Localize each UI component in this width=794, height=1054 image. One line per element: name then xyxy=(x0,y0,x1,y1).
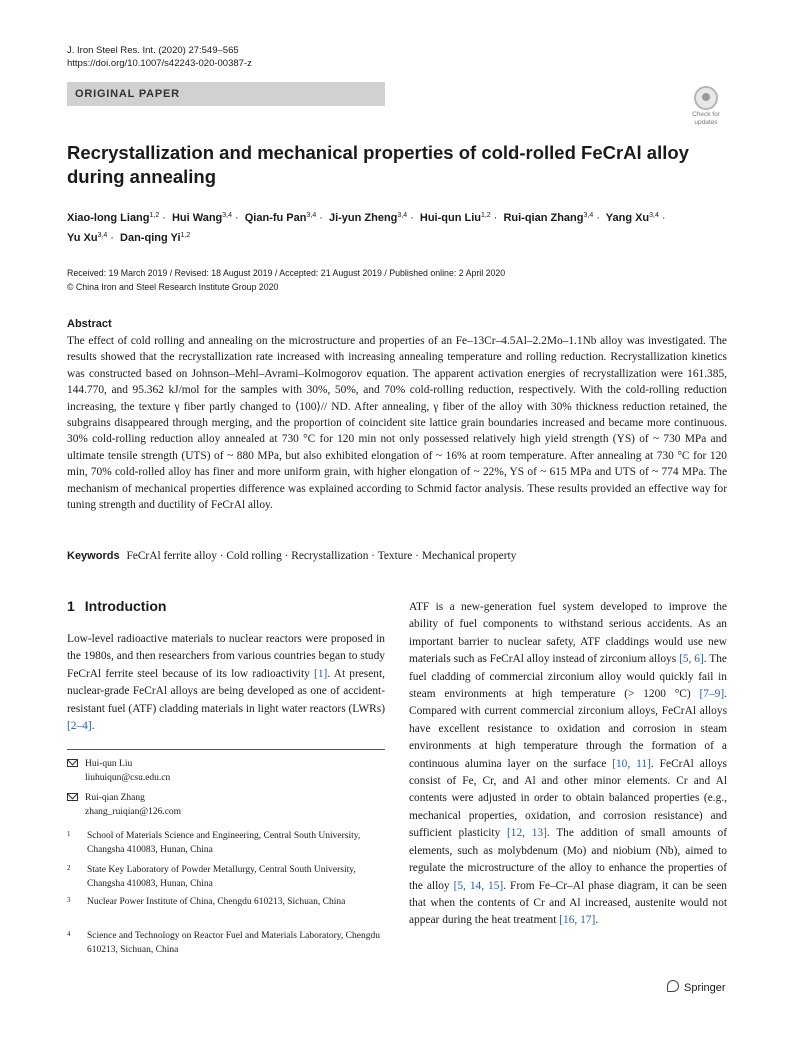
body-text: . Compared with current commercial zirconium alloys, FeCrAl alloys have excellent resistance to oxidation and corrosion in steam environments at high temperature through the formation of a continuous alumina layer on the surface xyxy=(409,688,727,770)
body-text: . From Fe–Cr–Al phase diagram, it can be seen that when the contents of Cr and Al increased, austenite would not appear during the heat treatment xyxy=(409,879,727,927)
contact-name: Hui-qun Liu xyxy=(85,759,133,769)
author-affiliation: 1,2 xyxy=(480,212,491,219)
author-affiliation: 3,4 xyxy=(97,232,108,239)
copyright-line: © China Iron and Steel Research Institute Group 2020 xyxy=(67,282,279,292)
title-line-1: Recrystallization and mechanical properties of cold-rolled FeCrAl alloy xyxy=(67,142,689,163)
author-name[interactable]: Yu Xu xyxy=(67,232,98,244)
keywords-list: FeCrAl ferrite alloy · Cold rolling · Recrystallization · Texture · Mechanical property xyxy=(126,550,517,562)
envelope-icon xyxy=(67,759,78,767)
affiliation-text: State Key Laboratory of Powder Metallurgy, Central South University, Changsha 410083, Hunan, China xyxy=(87,865,356,889)
bookmark-update-icon xyxy=(694,86,718,110)
body-text: Low-level radioactive materials to nuclear reactors were proposed in the 1980s, and then researchers from various countries began to study FeCrAl ferrite steel because of its low radioactivity xyxy=(67,633,385,680)
author-list: Xiao-long Liang$^{1,2}$ · Hui Wang$^{3,4}$ · Qian-fu Pan$^{3,4}$ · Ji-yun Zheng$^{3,4}$ · Hui-qun Liu$^{1,2}$ · Rui-qian Zhang$^{3,4}$ · Yang Xu$^{3,4}$ · Yu Xu$^{3,4}$ · Dan-qing Yi$^{1,2}$ xyxy=(67,212,666,244)
article-type-banner: ORIGINAL PAPER xyxy=(67,82,385,106)
corresponding-author xyxy=(67,758,385,785)
affiliation-number: 1 xyxy=(67,830,71,838)
publisher-name: Springer xyxy=(684,982,726,994)
affiliation xyxy=(67,930,385,957)
contact-email[interactable]: liuhuiqun@csu.edu.cn xyxy=(85,772,171,783)
section-heading xyxy=(67,598,176,614)
affiliation-text: School of Materials Science and Engineering, Central South University, Changsha 410083, Hunan, China xyxy=(87,831,361,855)
body-text: . FeCrAl alloys consist of Fe, Cr, and Al and other minor elements. Cr and Al contents were adjusted in order to obtain balanced properties (e.g., mechanical properties, oxidation, and corrosion resistance) and sufficient plasticity xyxy=(409,757,727,840)
affiliation-text: Science and Technology on Reactor Fuel and Materials Laboratory, Chengdu 610213, Sichuan, China xyxy=(87,931,380,955)
author-affiliation: 3,4 xyxy=(306,212,317,219)
doi-link[interactable]: https://doi.org/10.1007/s42243-020-00387-z xyxy=(67,58,252,69)
citation-link[interactable]: [7–9] xyxy=(699,688,725,701)
contact-email[interactable]: zhang_ruiqian@126.com xyxy=(85,806,182,817)
badge-line-1: Check for xyxy=(692,111,720,118)
citation-link[interactable]: [2–4] xyxy=(67,720,92,733)
abstract-text: The effect of cold rolling and annealing on the microstructure and properties of an Fe–13Cr–4.5Al–2.2Mo–1.1Nb alloy was investigated. The results showed that the recrystallization rate increased with increasing annealing temperature and rolling reduction. Recrystallization kinetics was constructed based on Johnson–Mehl–Avrami–Kolmogorov equation. The apparent activation energies of recrystallization were 161.385, 144.770, and 95.362 kJ/mol for the samples with 30%, 50%, and 70% cold-rolling reduction, respectively. With the cold-rolling reduction increasing, the texture γ fiber partly changed to ⟨100⟩// ND. After annealing, γ fiber of the alloy with 30% thickness reduction retained, the subgrains disappeared through merging, and the proportion of coincident site lattice grain boundaries increased and became more continuous. 30% cold-rolling reduction alloy annealed at 730 °C for 120 min not only possessed relatively high yield strength (YS) of ~ 730 MPa and ultimate tensile strength (UTS) of ~ 880 MPa, but also exhibited elongation of ~ 16% at room temperature. After annealing at 730 °C for 120 min, 70% cold-rolled alloy has finer and more uniform grain, with higher elongation of ~ 22%, YS of ~ 615 MPa and UTS of ~ 774 MPa. The mechanism of mechanical properties difference was explained according to Schmid factor analysis. These results provided an effective way for tuning strength and ductility of FeCrAl alloy. xyxy=(67,335,727,512)
body-text: . The fuel cladding of commercial zirconium alloy would quickly fail in steam environments at high temperature (> 1200 °C) xyxy=(409,653,727,701)
title-line-2: during annealing xyxy=(67,166,217,187)
author-affiliation: 3,4 xyxy=(397,212,408,219)
author-name[interactable]: Ji-yun Zheng xyxy=(328,212,398,224)
affiliation-number: 4 xyxy=(67,930,71,938)
abstract-heading: Abstract xyxy=(67,318,112,330)
citation-link[interactable]: [16, 17] xyxy=(559,914,596,927)
author-name[interactable]: Yang Xu xyxy=(605,212,650,224)
body-text: ATF is a new-generation fuel system developed to improve the ability of fuel components to withstand serious accidents. As an important barrier to nuclear safety, ATF claddings would use new materials such as FeCrAl alloy instead of zirconium alloys xyxy=(409,601,727,666)
article-title xyxy=(67,141,707,189)
affiliation xyxy=(67,864,385,891)
springer-horse-icon xyxy=(667,980,679,992)
badge-line-2: updates xyxy=(694,119,718,126)
author-affiliation: 1,2 xyxy=(180,232,191,239)
publisher-logo xyxy=(667,980,726,994)
envelope-icon xyxy=(67,793,78,801)
author-name[interactable]: Xiao-long Liang xyxy=(67,212,150,224)
journal-reference: J. Iron Steel Res. Int. (2020) 27:549–565 xyxy=(67,45,239,56)
author-affiliation: 3,4 xyxy=(222,212,233,219)
affiliation xyxy=(67,896,385,910)
intro-column-right: ATF is a new-generation fuel system developed to improve the ability of fuel components to withstand serious accidents. As an important barrier to nuclear safety, ATF claddings would use new materials such as FeCrAl alloy instead of zirconium alloys [5, 6]. The fuel cladding of commercial zirconium alloy would quickly fail in steam environments at high temperature (> 1200 °C) [7–9]. Compared with current commercial zirconium alloys, FeCrAl alloys have excellent resistance to oxidation and corrosion in steam environments at high temperature through the formation of a continuous alumina layer on the surface [10, 11]. FeCrAl alloys consist of Fe, Cr, and Al and other minor elements. Cr and Al contents were adjusted in order to obtain balanced properties (e.g., mechanical properties, oxidation, and corrosion resistance) and sufficient plasticity [12, 13]. The addition of small amounts of elements, such as molybdenum (Mo) and niobium (Nb), aimed to regulate the microstructure of the alloy to enhance the properties of the alloy [5, 14, 15]. From Fe–Cr–Al phase diagram, it can be seen that when the contents of Cr and Al increased, austenite would not appear during the heat treatment [16, 17]. xyxy=(409,601,727,927)
author-name[interactable]: Hui Wang xyxy=(171,212,223,224)
corresponding-author xyxy=(67,792,385,819)
citation-link[interactable]: [5, 14, 15] xyxy=(453,879,504,892)
footnote-divider xyxy=(67,749,385,750)
author-name[interactable]: Rui-qian Zhang xyxy=(503,212,584,224)
citation-link[interactable]: [5, 6] xyxy=(679,653,704,666)
author-name[interactable]: Dan-qing Yi xyxy=(120,232,181,244)
affiliation-number: 2 xyxy=(67,864,71,872)
citation-link[interactable]: [12, 13] xyxy=(506,827,547,840)
section-number: 1 xyxy=(67,598,75,614)
section-title: Introduction xyxy=(84,598,167,614)
author-name[interactable]: Qian-fu Pan xyxy=(244,212,307,224)
author-name[interactable]: Hui-qun Liu xyxy=(419,212,481,224)
affiliation-text: Nuclear Power Institute of China, Chengdu 610213, Sichuan, China xyxy=(87,897,346,907)
author-affiliation: 3,4 xyxy=(583,212,594,219)
article-history xyxy=(67,266,505,294)
body-text: . At present, nuclear-grade FeCrAl alloys are being developed as one of accident-resistant fuel (ATF) cladding materials in light water reactors (LWRs) xyxy=(67,667,385,715)
dates-line: Received: 19 March 2019 / Revised: 18 August 2019 / Accepted: 21 August 2019 / Published online: 2 April 2020 xyxy=(67,268,506,278)
affiliation xyxy=(67,830,385,857)
keywords xyxy=(67,550,727,562)
intro-column-left: Low-level radioactive materials to nuclear reactors were proposed in the 1980s, and then researchers from various countries began to study FeCrAl ferrite steel because of its low radioactivity [1]. At present, nuclear-grade FeCrAl alloys are being developed as one of accident-resistant fuel (ATF) cladding materials in light water reactors (LWRs) [2–4]. xyxy=(67,633,385,733)
journal-info xyxy=(67,44,252,70)
affiliation-number: 3 xyxy=(67,896,71,904)
keywords-label: Keywords xyxy=(67,550,120,562)
author-affiliation: 3,4 xyxy=(649,212,659,219)
body-text: . The addition of small amounts of elements, such as molybdenum (Mo) and niobium (Nb), aimed to regulate the microstructure of the alloy to enhance the properties of the alloy xyxy=(409,827,727,892)
citation-link[interactable]: [10, 11] xyxy=(612,757,651,770)
check-for-updates-badge[interactable] xyxy=(686,86,726,128)
citation-link[interactable]: [1] xyxy=(314,667,328,680)
contact-name: Rui-qian Zhang xyxy=(85,793,145,803)
author-affiliation: 1,2 xyxy=(149,212,160,219)
